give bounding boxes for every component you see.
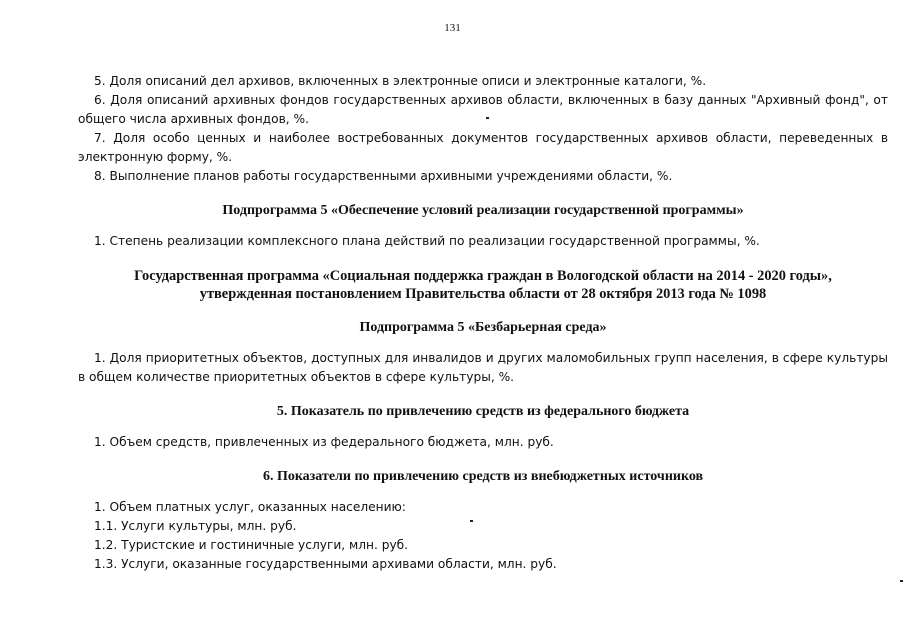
- page-number: 131: [444, 22, 461, 34]
- program-heading-line1: Государственная программа «Социальная поддержка граждан в Вологодской области на 2014 - 2020 годы»,: [134, 268, 832, 284]
- document-body: [78, 72, 888, 574]
- list-item: 1. Доля приоритетных объектов, доступных для инвалидов и других маломобильных групп населения, в сфере культуры в общем количестве приоритетных объектов в сфере культуры, %.: [78, 351, 888, 384]
- list-item: 1. Объем средств, привлеченных из федерального бюджета, млн. руб.: [94, 435, 554, 449]
- list-item: 8. Выполнение планов работы государственными архивными учреждениями области, %.: [94, 169, 673, 183]
- list-item: 6. Доля описаний архивных фондов государственных архивов области, включенных в базу данных "Архивный фонд", от общего числа архивных фондов, %.: [78, 93, 888, 126]
- program-heading-line2: утвержденная постановлением Правительства области от 28 октября 2013 года № 1098: [199, 286, 767, 302]
- scan-speck: [900, 580, 903, 582]
- list-item: 1.1. Услуги культуры, млн. руб.: [94, 519, 297, 533]
- section-heading-extrabudgetary: 6. Показатели по привлечению средств из внебюджетных источников: [262, 469, 704, 484]
- list-item: 1.3. Услуги, оказанные государственными архивами области, млн. руб.: [94, 557, 557, 571]
- list-item: 7. Доля особо ценных и наиболее востребованных документов государственных архивов области, переведенных в электронную форму, %.: [78, 131, 888, 164]
- scan-speck: [470, 520, 473, 522]
- list-item: 1.2. Туристские и гостиничные услуги, млн. руб.: [94, 538, 409, 552]
- list-item: 5. Доля описаний дел архивов, включенных в электронные описи и электронные каталоги, %.: [94, 74, 707, 88]
- section-heading-subprogram-barrier-free: Подпрограмма 5 «Безбарьерная среда»: [359, 320, 607, 335]
- scan-speck: [486, 117, 489, 119]
- section-heading-subprogram-support: Подпрограмма 5 «Обеспечение условий реализации государственной программы»: [222, 203, 744, 218]
- list-item: 1. Объем платных услуг, оказанных населению:: [94, 500, 406, 514]
- list-item: 1. Степень реализации комплексного плана действий по реализации государственной программы, %.: [94, 234, 760, 248]
- section-heading-federal-budget: 5. Показатель по привлечению средств из федерального бюджета: [276, 404, 690, 419]
